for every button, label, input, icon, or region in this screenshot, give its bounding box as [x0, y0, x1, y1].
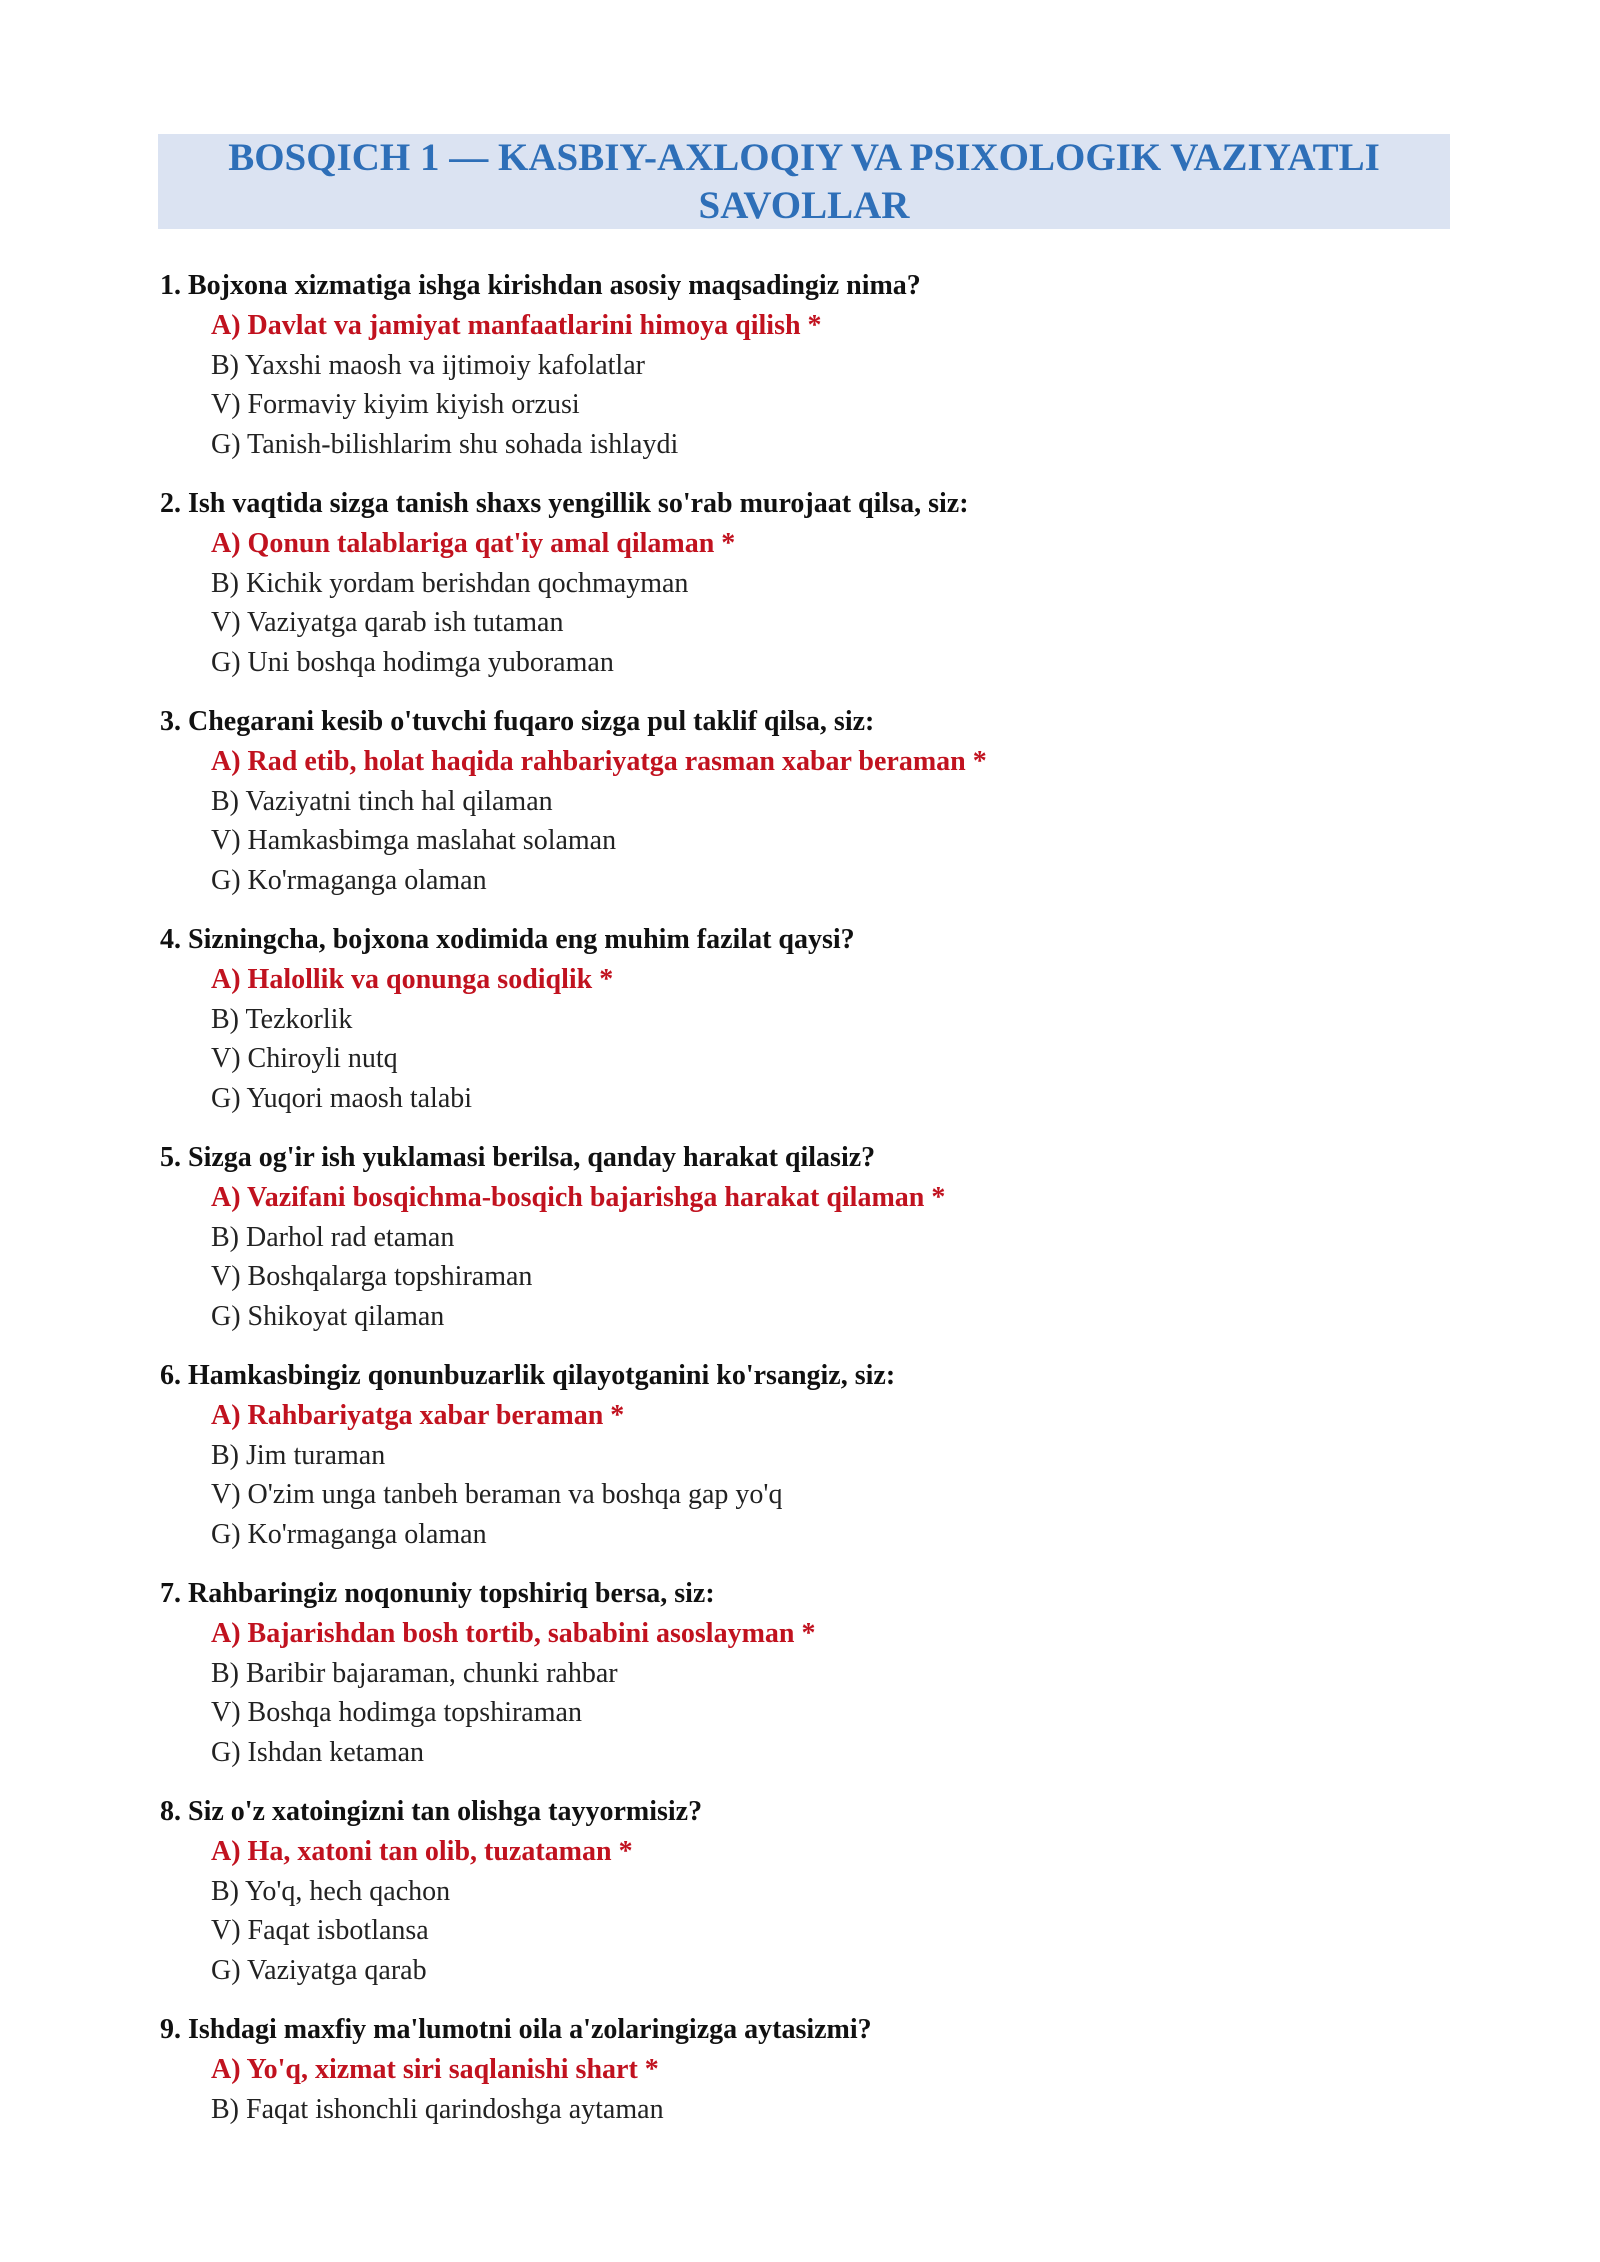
answer-option: G) Yuqori maosh talabi [211, 1082, 473, 1114]
question-item [160, 484, 1460, 682]
correct-answer-option: A) Bajarishdan bosh tortib, sababini asoslayman * [211, 1618, 816, 1649]
correct-answer-option: A) Rahbariyatga xabar beraman * [211, 1400, 625, 1431]
question-item [160, 1356, 1460, 1554]
answer-option: B) Yo'q, hech qachon [211, 1875, 451, 1907]
question-text: 7. Rahbaringiz noqonuniy topshiriq bersa, siz: [160, 1578, 715, 1609]
question-item [160, 266, 1460, 464]
answer-option: B) Tezkorlik [211, 1003, 353, 1035]
question-text: 2. Ish vaqtida sizga tanish shaxs yengillik so'rab murojaat qilsa, siz: [160, 488, 969, 519]
answer-option: G) Ko'rmaganga olaman [211, 864, 487, 896]
answer-option: B) Vaziyatni tinch hal qilaman [211, 785, 553, 817]
section-title: BOSQICH 1 — KASBIY-AXLOQIY VA PSIXOLOGIK VAZIYATLI SAVOLLAR [228, 135, 1380, 227]
correct-answer-option: A) Rad etib, holat haqida rahbariyatga rasman xabar beraman * [211, 746, 987, 777]
question-text: 9. Ishdagi maxfiy ma'lumotni oila a'zolaringizga aytasizmi? [160, 2014, 872, 2045]
correct-answer-option: A) Ha, xatoni tan olib, tuzataman * [211, 1836, 633, 1867]
answer-option: G) Ishdan ketaman [211, 1736, 425, 1768]
answer-option: G) Shikoyat qilaman [211, 1300, 445, 1332]
correct-answer-option: A) Yo'q, xizmat siri saqlanishi shart * [211, 2054, 659, 2085]
correct-answer-option: A) Davlat va jamiyat manfaatlarini himoya qilish * [211, 310, 822, 341]
answer-option: B) Jim turaman [211, 1439, 386, 1471]
answer-option: B) Yaxshi maosh va ijtimoiy kafolatlar [211, 349, 645, 381]
correct-answer-option: A) Qonun talablariga qat'iy amal qilaman * [211, 528, 736, 559]
question-text: 4. Sizningcha, bojxona xodimida eng muhim fazilat qaysi? [160, 924, 855, 955]
question-item [160, 920, 1460, 1118]
correct-answer-option: A) Halollik va qonunga sodiqlik * [211, 964, 614, 995]
question-item [160, 1138, 1460, 1336]
question-item [160, 1574, 1460, 1772]
answer-option: B) Faqat ishonchli qarindoshga aytaman [211, 2093, 664, 2125]
answer-option: V) Boshqalarga topshiraman [211, 1261, 533, 1292]
answer-option: B) Baribir bajaraman, chunki rahbar [211, 1657, 618, 1689]
question-item [160, 1792, 1460, 1990]
answer-option: B) Kichik yordam berishdan qochmayman [211, 567, 689, 599]
section-title-banner [158, 134, 1450, 229]
answer-option: G) Tanish-bilishlarim shu sohada ishlaydi [211, 428, 679, 460]
question-text: 6. Hamkasbingiz qonunbuzarlik qilayotganini ko'rsangiz, siz: [160, 1360, 896, 1391]
answer-option: V) Chiroyli nutq [211, 1043, 398, 1074]
answer-option: V) Boshqa hodimga topshiraman [211, 1697, 582, 1728]
answer-option: G) Uni boshqa hodimga yuboraman [211, 646, 614, 678]
question-text: 3. Chegarani kesib o'tuvchi fuqaro sizga pul taklif qilsa, siz: [160, 706, 875, 737]
answer-option: G) Ko'rmaganga olaman [211, 1518, 487, 1550]
question-item [160, 702, 1460, 900]
answer-option: V) Vaziyatga qarab ish tutaman [211, 607, 564, 638]
question-text: 5. Sizga og'ir ish yuklamasi berilsa, qanday harakat qilasiz? [160, 1142, 876, 1173]
answer-option: V) O'zim unga tanbeh beraman va boshqa gap yo'q [211, 1479, 783, 1510]
answer-option: B) Darhol rad etaman [211, 1221, 455, 1253]
question-text: 1. Bojxona xizmatiga ishga kirishdan asosiy maqsadingiz nima? [160, 270, 921, 301]
question-list [160, 266, 1460, 2149]
question-item [160, 2010, 1460, 2129]
answer-option: V) Faqat isbotlansa [211, 1915, 429, 1946]
question-text: 8. Siz o'z xatoingizni tan olishga tayyormisiz? [160, 1796, 703, 1827]
answer-option: V) Formaviy kiyim kiyish orzusi [211, 389, 580, 420]
answer-option: V) Hamkasbimga maslahat solaman [211, 825, 617, 856]
answer-option: G) Vaziyatga qarab [211, 1954, 427, 1986]
correct-answer-option: A) Vazifani bosqichma-bosqich bajarishga harakat qilaman * [211, 1182, 946, 1213]
